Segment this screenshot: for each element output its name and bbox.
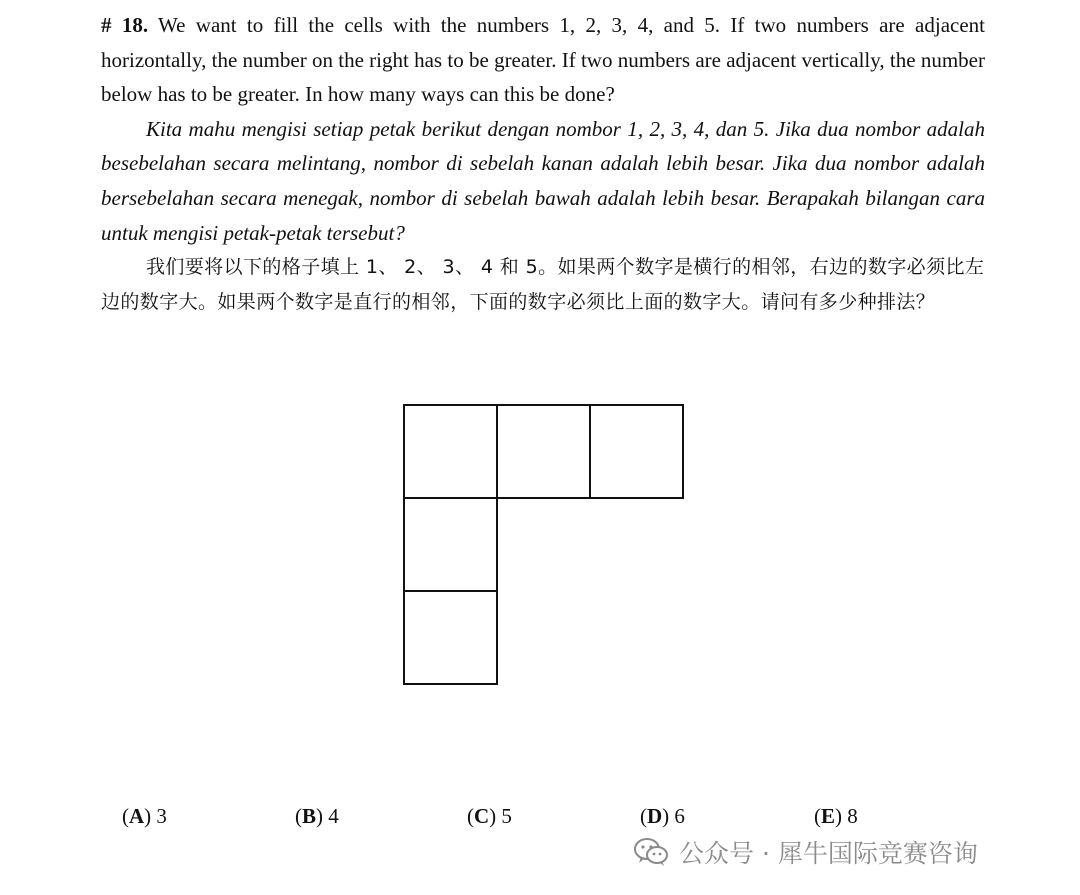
grid-cell (403, 497, 498, 592)
choice-c: (C) 5 (467, 804, 512, 828)
choice-e: (E) 8 (814, 804, 858, 828)
problem-chinese: 我们要将以下的格子填上 1、 2、 3、 4 和 5。如果两个数字是横行的相邻，右边的数字必须比左边的数字大。如果两个数字是直行的相邻，下面的数字必须比上面的数字大。请问有多少种排法？ (101, 256, 985, 314)
problem-malay: Kita mahu mengisi setiap petak berikut dengan nombor 1, 2, 3, 4, dan 5. Jika dua nombor adalah besebelahan secara melintang, nombor di sebelah kanan adalah lebih besar. Jika dua nombor adalah bersebelahan secara menegak, nombor di sebelah bawah adalah lebih besar. Berapakah bilangan cara untuk mengisi petak-petak tersebut? (101, 116, 985, 245)
problem-english-text: We want to fill the cells with the numbers 1, 2, 3, 4, and 5. If two numbers are adjacent horizontally, the number on the right has to be greater. If two numbers are adjacent vertically, the number below has to be greater. In how many ways can this be done? (101, 13, 986, 107)
choice-value: 3 (156, 804, 167, 828)
answer-choices (0, 804, 1080, 834)
choice-d: (D) 6 (640, 804, 685, 828)
choice-letter: A (129, 804, 145, 828)
choice-value: 4 (328, 804, 339, 828)
grid-cell (403, 404, 498, 499)
choice-letter: B (302, 804, 317, 828)
choice-value: 6 (674, 804, 685, 828)
grid-cell (403, 590, 498, 685)
problem-english (101, 8, 985, 112)
problem-statement (101, 8, 985, 320)
grid-cell (589, 404, 684, 499)
choice-value: 5 (501, 804, 512, 828)
choice-letter: C (474, 804, 490, 828)
choice-b: (B) 4 (295, 804, 339, 828)
l-shaped-grid (403, 404, 687, 688)
grid-cell (496, 404, 591, 499)
choice-value: 8 (847, 804, 858, 828)
choice-a: (A) 3 (122, 804, 167, 828)
problem-number: # 18. (101, 13, 149, 37)
watermark (633, 834, 978, 870)
choice-letter: D (647, 804, 663, 828)
watermark-text: 公众号 · 犀牛国际竞赛咨询 (679, 839, 978, 868)
choice-letter: E (821, 804, 836, 828)
wechat-icon (633, 837, 669, 867)
